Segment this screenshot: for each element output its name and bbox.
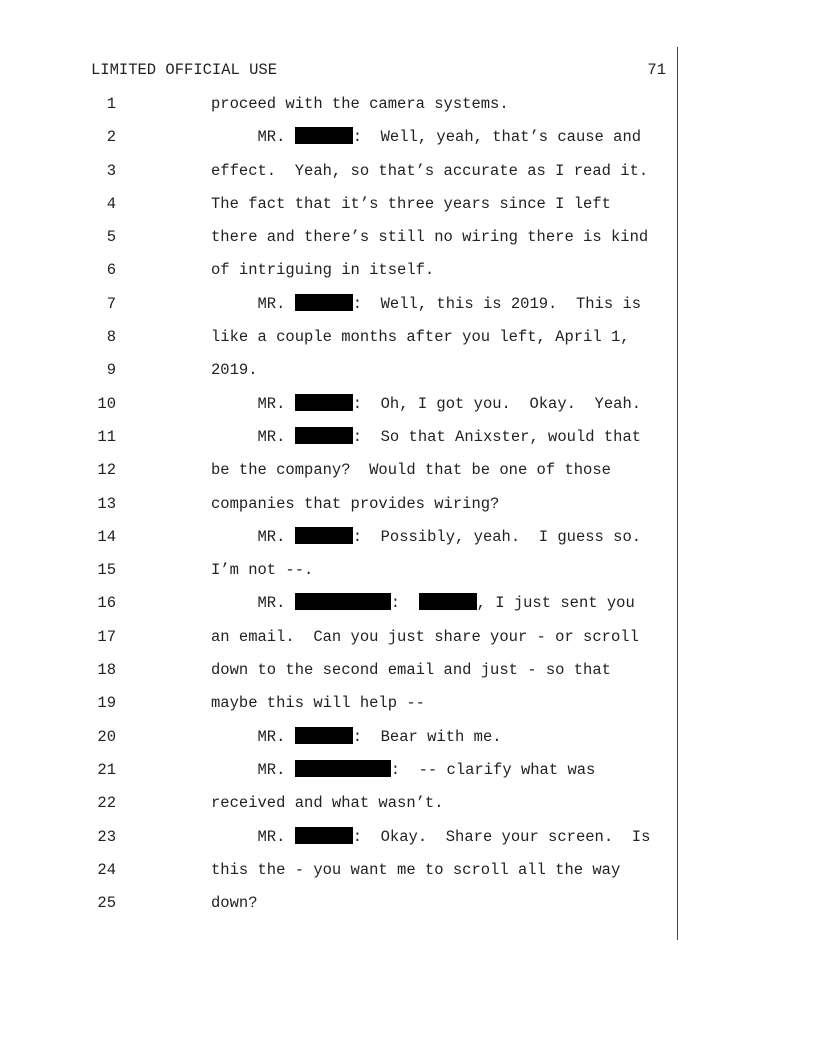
line-text: MR. : Possibly, yeah. I guess so. bbox=[211, 527, 642, 546]
line-number: 3 bbox=[106, 161, 116, 180]
transcript-line bbox=[0, 194, 816, 227]
redaction-box bbox=[295, 760, 391, 777]
transcript-line bbox=[0, 627, 816, 660]
transcript-line bbox=[0, 860, 816, 893]
transcript-line bbox=[0, 660, 816, 693]
line-number: 2 bbox=[106, 128, 116, 147]
line-number: 24 bbox=[97, 860, 116, 879]
transcript-line bbox=[0, 727, 816, 760]
transcript-line bbox=[0, 593, 816, 626]
line-number: 23 bbox=[97, 827, 116, 846]
transcript-line bbox=[0, 161, 816, 194]
line-text: MR. : Well, this is 2019. This is bbox=[211, 294, 642, 313]
line-number: 8 bbox=[106, 328, 116, 347]
line-text: maybe this will help -- bbox=[211, 694, 425, 713]
line-text: MR. : , I just sent you bbox=[211, 594, 635, 613]
line-text: MR. : So that Anixster, would that bbox=[211, 427, 642, 446]
line-number: 14 bbox=[97, 527, 116, 546]
line-text: there and there’s still no wiring there is kind bbox=[211, 228, 649, 247]
redaction-box bbox=[295, 427, 353, 444]
line-number: 10 bbox=[97, 394, 116, 413]
page-number: 71 bbox=[647, 61, 666, 79]
line-text: of intriguing in itself. bbox=[211, 261, 435, 280]
line-number: 21 bbox=[97, 760, 116, 779]
transcript-line bbox=[0, 760, 816, 793]
line-number: 9 bbox=[106, 361, 116, 380]
transcript-line bbox=[0, 227, 816, 260]
transcript-line bbox=[0, 94, 816, 127]
line-text: MR. : Bear with me. bbox=[211, 727, 502, 746]
transcript-line bbox=[0, 527, 816, 560]
redaction-box bbox=[295, 294, 353, 311]
line-text: The fact that it’s three years since I left bbox=[211, 194, 611, 213]
line-text: companies that provides wiring? bbox=[211, 494, 500, 513]
transcript-line bbox=[0, 294, 816, 327]
transcript-line bbox=[0, 127, 816, 160]
line-text: be the company? Would that be one of those bbox=[211, 461, 611, 480]
redaction-box bbox=[295, 527, 353, 544]
redaction-box bbox=[295, 827, 353, 844]
transcript-line bbox=[0, 693, 816, 726]
transcript-line bbox=[0, 360, 816, 393]
redaction-box bbox=[295, 394, 353, 411]
redaction-box bbox=[295, 127, 353, 144]
transcript-body bbox=[0, 94, 816, 926]
line-number: 20 bbox=[97, 727, 116, 746]
line-number: 1 bbox=[106, 95, 116, 113]
line-text: 2019. bbox=[211, 361, 258, 380]
line-text: down? bbox=[211, 894, 258, 913]
line-number: 15 bbox=[97, 561, 116, 580]
line-text: this the - you want me to scroll all the way bbox=[211, 860, 621, 879]
line-number: 6 bbox=[106, 261, 116, 280]
line-text: down to the second email and just - so that bbox=[211, 661, 611, 680]
classification-marking: LIMITED OFFICIAL USE bbox=[91, 61, 278, 79]
line-number: 19 bbox=[97, 694, 116, 713]
line-number: 17 bbox=[97, 627, 116, 646]
line-text: like a couple months after you left, April 1, bbox=[211, 328, 630, 347]
transcript-line bbox=[0, 793, 816, 826]
line-number: 5 bbox=[106, 228, 116, 247]
line-number: 25 bbox=[97, 894, 116, 913]
transcript-line bbox=[0, 827, 816, 860]
line-number: 18 bbox=[97, 661, 116, 680]
transcript-line bbox=[0, 427, 816, 460]
line-number: 11 bbox=[97, 427, 116, 446]
redaction-box bbox=[295, 593, 391, 610]
line-text: proceed with the camera systems. bbox=[211, 95, 509, 113]
line-number: 16 bbox=[97, 594, 116, 613]
line-text: received and what wasn’t. bbox=[211, 794, 444, 813]
line-text: MR. : Oh, I got you. Okay. Yeah. bbox=[211, 394, 642, 413]
line-text: MR. : Okay. Share your screen. Is bbox=[211, 827, 651, 846]
line-text: I’m not --. bbox=[211, 561, 314, 580]
line-number: 4 bbox=[106, 194, 116, 213]
redaction-box bbox=[295, 727, 353, 744]
redaction-box bbox=[419, 593, 477, 610]
transcript-line bbox=[0, 460, 816, 493]
line-number: 12 bbox=[97, 461, 116, 480]
transcript-line bbox=[0, 394, 816, 427]
line-number: 22 bbox=[97, 794, 116, 813]
transcript-line bbox=[0, 893, 816, 926]
line-text: MR. : -- clarify what was bbox=[211, 760, 596, 779]
transcript-line bbox=[0, 260, 816, 293]
transcript-line bbox=[0, 327, 816, 360]
transcript-line bbox=[0, 494, 816, 527]
line-text: effect. Yeah, so that’s accurate as I read it. bbox=[211, 161, 649, 180]
line-text: an email. Can you just share your - or scroll bbox=[211, 627, 639, 646]
line-text: MR. : Well, yeah, that’s cause and bbox=[211, 128, 642, 147]
line-number: 13 bbox=[97, 494, 116, 513]
line-number: 7 bbox=[106, 294, 116, 313]
transcript-line bbox=[0, 560, 816, 593]
